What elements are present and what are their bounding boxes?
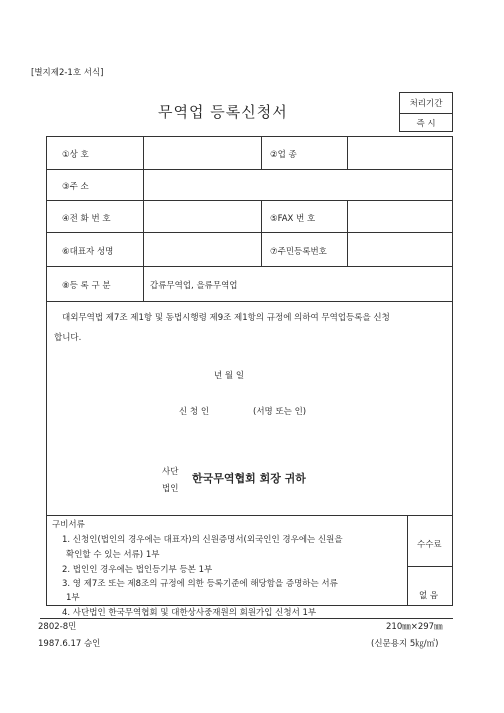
fee-header: 수수료 [417,540,442,550]
recipient-prefix-top: 사단 [162,467,179,477]
phone-label: ④전 화 번 호 [62,214,111,224]
page-title: 무역업 등록신청서 [158,103,288,121]
required-documents [46,515,453,606]
statement-line-1: 대외무역법 제7조 제1항 및 동법시행령 제9조 제1항의 규정에 의하여 무역업등록을 신청 [62,313,390,323]
applicant-label: 신 청 인 [179,407,210,417]
business-type-label: ②업 종 [270,150,297,160]
date-line: 년 월 일 [214,371,245,381]
required-doc-3b: 1부 [66,593,80,603]
required-doc-3a: 3. 영 제7조 또는 제8조의 규정에 의한 등록기준에 해당함을 증명하는 서류 [62,579,338,589]
processing-header: 처리기간 [400,93,452,114]
recipient-name: 한국무역협회 회장 귀하 [192,472,306,485]
address-label: ③주 소 [62,182,89,192]
required-doc-1a: 1. 신청인(법인의 경우에는 대표자)의 신원증명서(외국인인 경우에는 신원을 [62,535,343,545]
required-docs-title: 구비서류 [52,520,85,530]
approval-date: 1987.6.17 승인 [38,639,101,649]
statement-line-2: 합니다. [54,333,82,343]
signature-note: (서명 또는 인) [253,407,307,417]
required-doc-1b: 확인할 수 있는 서류) 1부 [66,550,160,560]
required-doc-2: 2. 법인인 경우에는 법인등기부 등본 1부 [62,565,213,575]
fee-value: 없 음 [419,591,439,601]
processing-box [399,92,453,132]
processing-value: 즉 시 [416,119,436,129]
required-doc-4: 4. 사단법인 한국무역협회 및 대한상사중재원의 회원가입 신청서 1부 [62,608,317,618]
form-label: [별지제2-1호 서식] [31,68,104,78]
registration-category-value: 갑류무역업, 을류무역업 [150,281,238,291]
paper-size: 210㎜×297㎜ [386,622,443,632]
form-code: 2802-8민 [38,622,77,632]
recipient-prefix-bottom: 법인 [162,484,179,494]
registration-category-label: ⑧등 록 구 분 [62,281,111,291]
resident-no-label: ⑦주민등록번호 [270,247,327,257]
representative-label: ⑥대표자 성명 [62,247,114,257]
fax-label: ⑤FAX 번 호 [270,214,316,224]
application-form [46,136,453,516]
paper-type: (신문용지 5㎏/㎡) [371,639,439,649]
trade-name-label: ①상 호 [62,150,89,160]
